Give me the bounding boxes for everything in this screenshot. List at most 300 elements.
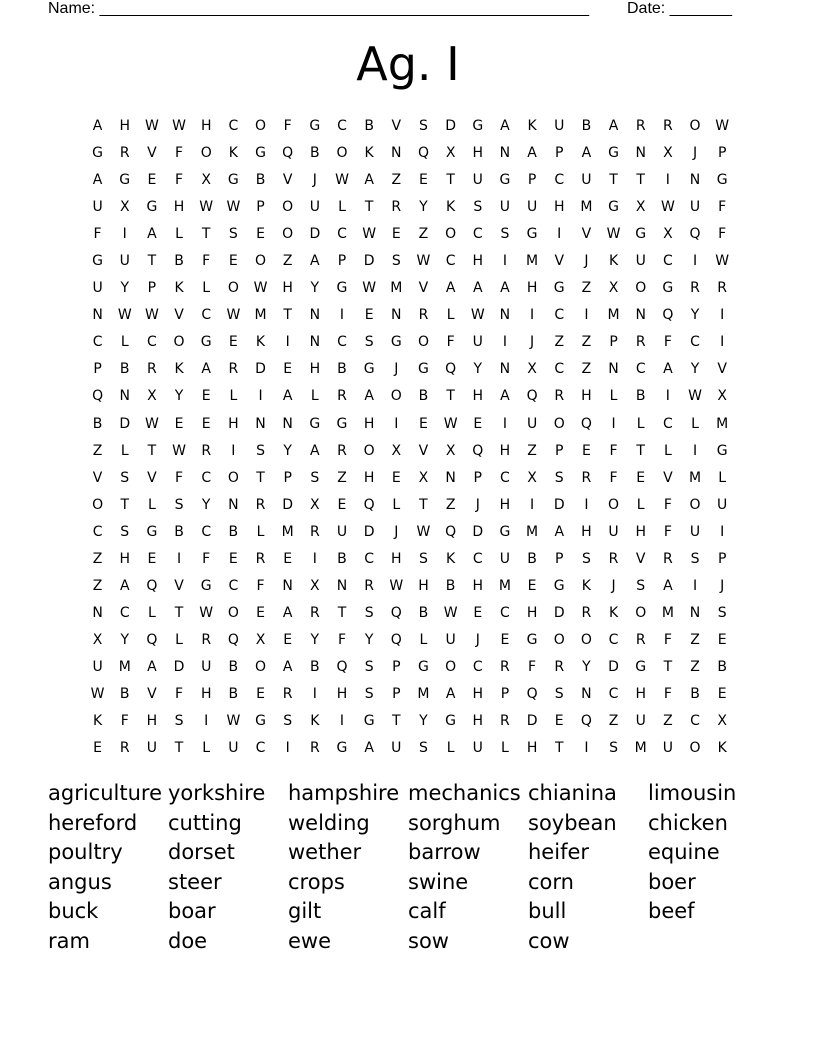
grid-letter: G bbox=[255, 713, 266, 730]
grid-letter: W bbox=[226, 199, 241, 216]
grid-letter: J bbox=[312, 172, 317, 189]
grid-letter: W bbox=[416, 253, 431, 270]
grid-letter: E bbox=[473, 415, 483, 432]
grid-letter: A bbox=[282, 604, 293, 621]
grid-letter: Q bbox=[336, 658, 348, 675]
grid-letter: K bbox=[717, 740, 727, 757]
grid-letter: I bbox=[312, 550, 317, 567]
grid-letter: A bbox=[472, 280, 483, 297]
grid-letter: G bbox=[608, 199, 619, 216]
grid-letter: Y bbox=[473, 361, 483, 378]
grid-letter: P bbox=[392, 658, 401, 675]
grid-letter: X bbox=[418, 469, 429, 486]
grid-letter: E bbox=[419, 415, 428, 432]
grid-letter: A bbox=[500, 280, 510, 297]
grid-letter: V bbox=[418, 442, 429, 459]
grid-letter: J bbox=[394, 361, 399, 378]
grid-letter: Z bbox=[92, 550, 103, 567]
grid-letter: C bbox=[472, 658, 483, 675]
grid-letter: R bbox=[554, 658, 565, 675]
grid-letter: C bbox=[201, 469, 212, 486]
grid-letter: C bbox=[255, 740, 266, 757]
grid-letter: N bbox=[255, 415, 266, 432]
grid-letter: S bbox=[554, 685, 564, 702]
word-list-item: equine bbox=[648, 840, 720, 865]
grid-letter: M bbox=[526, 253, 539, 270]
grid-letter: H bbox=[553, 199, 565, 216]
grid-letter: I bbox=[611, 415, 616, 432]
grid-letter: O bbox=[282, 199, 294, 216]
grid-letter: B bbox=[527, 550, 537, 567]
grid-letter: S bbox=[554, 469, 564, 486]
grid-letter: L bbox=[419, 631, 428, 648]
grid-letter: O bbox=[445, 658, 457, 675]
grid-row bbox=[84, 735, 736, 762]
grid-letter: L bbox=[718, 469, 727, 486]
grid-letter: F bbox=[256, 577, 265, 594]
grid-letter: W bbox=[443, 604, 458, 621]
grid-letter: R bbox=[391, 199, 402, 216]
grid-letter: M bbox=[254, 307, 267, 324]
grid-letter: I bbox=[692, 577, 698, 594]
grid-letter: G bbox=[418, 658, 429, 675]
grid-letter: T bbox=[663, 658, 673, 675]
grid-letter: E bbox=[554, 713, 564, 730]
grid-letter: X bbox=[201, 172, 211, 189]
grid-letter: L bbox=[175, 226, 183, 243]
grid-letter: I bbox=[502, 415, 507, 432]
grid-letter: R bbox=[309, 740, 320, 757]
word-list bbox=[48, 779, 768, 957]
grid-letter: R bbox=[717, 280, 728, 297]
grid-letter: E bbox=[391, 226, 401, 243]
grid-letter: Z bbox=[608, 713, 619, 730]
grid-letter: M bbox=[118, 658, 131, 675]
grid-letter: B bbox=[690, 685, 700, 702]
grid-letter: V bbox=[174, 577, 184, 594]
word-list-item: steer bbox=[168, 869, 222, 894]
grid-letter: Z bbox=[337, 469, 347, 486]
grid-letter: W bbox=[199, 199, 214, 216]
grid-letter: N bbox=[608, 361, 619, 378]
grid-letter: H bbox=[526, 740, 538, 757]
grid-letter: W bbox=[226, 307, 241, 324]
word-list-item: barrow bbox=[408, 840, 481, 865]
grid-letter: G bbox=[146, 199, 158, 216]
grid-letter: P bbox=[609, 334, 618, 351]
grid-letter: X bbox=[635, 199, 646, 216]
word-list-item: boar bbox=[168, 899, 216, 924]
grid-letter: F bbox=[663, 334, 672, 351]
grid-letter: E bbox=[527, 577, 537, 594]
grid-letter: C bbox=[337, 118, 347, 134]
word-list-item: soybean bbox=[528, 810, 617, 835]
grid-letter: P bbox=[500, 685, 510, 702]
grid-letter: Y bbox=[310, 631, 320, 648]
grid-letter: B bbox=[228, 685, 239, 702]
grid-letter: O bbox=[608, 496, 620, 513]
grid-letter: J bbox=[530, 334, 535, 351]
grid-letter: I bbox=[530, 307, 535, 324]
grid-letter: J bbox=[475, 631, 480, 648]
grid-letter: H bbox=[472, 685, 484, 702]
grid-letter: A bbox=[310, 253, 320, 270]
grid-letter: N bbox=[309, 334, 321, 351]
grid-letter: M bbox=[661, 604, 674, 621]
grid-letter: H bbox=[499, 442, 511, 459]
grid-letter: W bbox=[90, 685, 105, 702]
grid-letter: D bbox=[363, 523, 375, 540]
grid-letter: X bbox=[391, 442, 402, 459]
grid-letter: R bbox=[364, 577, 374, 594]
grid-letter: A bbox=[147, 226, 157, 243]
grid-row bbox=[84, 275, 736, 302]
grid-letter: X bbox=[663, 145, 673, 162]
grid-letter: A bbox=[663, 577, 673, 594]
grid-letter: R bbox=[635, 631, 646, 648]
grid-letter: K bbox=[228, 145, 238, 162]
grid-letter: C bbox=[92, 523, 103, 540]
grid-letter: M bbox=[526, 523, 539, 540]
grid-letter: V bbox=[92, 469, 103, 486]
grid-row bbox=[84, 465, 736, 492]
grid-letter: W bbox=[470, 307, 485, 324]
grid-letter: O bbox=[92, 496, 104, 513]
grid-letter: Y bbox=[582, 658, 591, 675]
grid-letter: I bbox=[584, 307, 589, 324]
grid-letter: D bbox=[445, 118, 456, 134]
grid-letter: U bbox=[581, 172, 592, 189]
grid-letter: H bbox=[282, 280, 293, 297]
grid-letter: Z bbox=[92, 442, 103, 459]
grid-letter: P bbox=[555, 442, 564, 459]
grid-letter: O bbox=[390, 388, 402, 405]
grid-letter: I bbox=[312, 685, 317, 702]
grid-letter: V bbox=[663, 469, 673, 486]
grid-letter: X bbox=[527, 361, 537, 378]
grid-letter: Y bbox=[364, 631, 374, 648]
grid-letter: D bbox=[608, 658, 619, 675]
grid-letter: K bbox=[446, 199, 456, 216]
grid-row bbox=[84, 113, 736, 140]
grid-letter: M bbox=[281, 523, 294, 540]
grid-letter: R bbox=[337, 388, 347, 405]
grid-letter: T bbox=[174, 604, 184, 621]
grid-letter: I bbox=[339, 713, 345, 730]
grid-letter: Y bbox=[310, 280, 320, 297]
grid-letter: X bbox=[445, 145, 456, 162]
grid-letter: K bbox=[608, 604, 619, 621]
grid-letter: T bbox=[636, 442, 645, 459]
grid-letter: S bbox=[500, 226, 510, 243]
grid-letter: R bbox=[635, 118, 646, 134]
grid-letter: R bbox=[581, 604, 592, 621]
grid-letter: I bbox=[720, 334, 725, 351]
grid-letter: A bbox=[554, 523, 565, 540]
grid-letter: E bbox=[228, 334, 238, 351]
grid-letter: H bbox=[581, 388, 592, 405]
grid-letter: W bbox=[144, 118, 159, 134]
grid-letter: S bbox=[174, 713, 184, 730]
grid-letter: G bbox=[309, 415, 321, 432]
grid-letter: O bbox=[173, 334, 185, 351]
grid-letter: Q bbox=[390, 631, 402, 648]
grid-letter: F bbox=[202, 550, 211, 567]
grid-letter: S bbox=[419, 550, 428, 567]
grid-letter: G bbox=[526, 631, 538, 648]
word-list-item: bull bbox=[528, 899, 567, 924]
grid-letter: H bbox=[391, 550, 402, 567]
grid-letter: C bbox=[500, 469, 510, 486]
grid-letter: N bbox=[499, 361, 511, 378]
grid-letter: U bbox=[554, 118, 565, 134]
grid-letter: B bbox=[119, 685, 130, 702]
grid-letter: U bbox=[92, 280, 103, 297]
grid-letter: R bbox=[147, 361, 157, 378]
grid-letter: W bbox=[172, 118, 186, 134]
grid-letter: C bbox=[662, 253, 673, 270]
word-list-item: beef bbox=[648, 899, 695, 924]
grid-row bbox=[84, 546, 736, 573]
grid-letter: Z bbox=[690, 631, 700, 648]
grid-letter: C bbox=[472, 226, 483, 243]
grid-letter: G bbox=[553, 280, 565, 297]
grid-letter: O bbox=[227, 469, 239, 486]
grid-letter: H bbox=[526, 604, 538, 621]
grid-letter: U bbox=[472, 334, 483, 351]
grid-letter: S bbox=[174, 496, 184, 513]
grid-letter: J bbox=[394, 523, 399, 540]
grid-letter: N bbox=[445, 469, 456, 486]
grid-letter: R bbox=[662, 550, 673, 567]
grid-letter: E bbox=[283, 631, 293, 648]
grid-letter: G bbox=[146, 523, 158, 540]
grid-letter: K bbox=[174, 361, 184, 378]
grid-letter: G bbox=[499, 172, 511, 189]
grid-letter: W bbox=[144, 415, 159, 432]
grid-letter: X bbox=[717, 713, 727, 730]
grid-letter: X bbox=[310, 577, 320, 594]
grid-letter: U bbox=[472, 740, 483, 757]
grid-letter: B bbox=[174, 523, 184, 540]
grid-letter: C bbox=[608, 685, 619, 702]
grid-letter: L bbox=[392, 496, 401, 513]
grid-letter: D bbox=[173, 658, 185, 675]
grid-letter: Y bbox=[419, 199, 428, 216]
grid-letter: Q bbox=[92, 388, 104, 405]
grid-letter: N bbox=[92, 604, 103, 621]
grid-letter: G bbox=[336, 740, 348, 757]
grid-letter: U bbox=[336, 523, 348, 540]
grid-letter: H bbox=[472, 388, 484, 405]
grid-letter: R bbox=[690, 280, 700, 297]
grid-letter: N bbox=[391, 307, 402, 324]
grid-letter: P bbox=[147, 280, 157, 297]
grid-letter: I bbox=[692, 253, 698, 270]
grid-letter: L bbox=[446, 307, 455, 324]
grid-letter: N bbox=[635, 145, 646, 162]
word-list-item: limousin bbox=[648, 781, 737, 805]
grid-letter: G bbox=[92, 145, 103, 162]
grid-letter: D bbox=[119, 415, 131, 432]
grid-letter: A bbox=[445, 685, 456, 702]
grid-letter: Y bbox=[283, 442, 292, 459]
grid-letter: F bbox=[718, 199, 727, 216]
grid-letter: E bbox=[283, 550, 293, 567]
grid-letter: H bbox=[635, 523, 646, 540]
grid-letter: A bbox=[147, 658, 157, 675]
grid-letter: M bbox=[498, 577, 511, 594]
grid-letter: H bbox=[472, 577, 484, 594]
grid-letter: R bbox=[255, 496, 266, 513]
grid-letter: G bbox=[200, 577, 212, 594]
letter-grid bbox=[84, 113, 736, 762]
grid-letter: L bbox=[147, 496, 156, 513]
grid-letter: E bbox=[717, 685, 727, 702]
grid-letter: N bbox=[92, 307, 103, 324]
grid-letter: K bbox=[174, 280, 184, 297]
grid-row bbox=[84, 329, 736, 356]
grid-letter: Z bbox=[445, 496, 456, 513]
grid-row bbox=[84, 411, 736, 438]
grid-letter: H bbox=[526, 280, 538, 297]
grid-letter: F bbox=[528, 658, 537, 675]
grid-letter: E bbox=[228, 550, 238, 567]
grid-letter: M bbox=[390, 280, 403, 297]
grid-letter: R bbox=[201, 631, 212, 648]
grid-row bbox=[84, 708, 736, 735]
grid-letter: H bbox=[200, 118, 212, 134]
grid-letter: B bbox=[337, 361, 347, 378]
grid-letter: N bbox=[391, 145, 402, 162]
grid-letter: W bbox=[660, 199, 675, 216]
grid-letter: B bbox=[310, 658, 320, 675]
name-field-label: Name: _______________________________________________________ bbox=[48, 0, 589, 17]
grid-letter: Q bbox=[390, 604, 402, 621]
grid-letter: C bbox=[228, 118, 239, 134]
grid-letter: N bbox=[119, 388, 130, 405]
grid-letter: A bbox=[500, 388, 510, 405]
grid-letter: N bbox=[282, 415, 293, 432]
grid-row bbox=[84, 519, 736, 546]
grid-letter: X bbox=[255, 631, 266, 648]
grid-letter: L bbox=[120, 334, 129, 351]
grid-letter: L bbox=[636, 415, 645, 432]
grid-letter: A bbox=[282, 388, 293, 405]
grid-letter: M bbox=[580, 199, 593, 216]
grid-letter: B bbox=[635, 388, 646, 405]
grid-letter: A bbox=[445, 280, 456, 297]
grid-letter: I bbox=[584, 740, 589, 757]
grid-letter: R bbox=[337, 442, 347, 459]
grid-letter: X bbox=[445, 442, 456, 459]
grid-letter: M bbox=[417, 685, 430, 702]
grid-letter: Z bbox=[418, 226, 429, 243]
grid-letter: C bbox=[690, 334, 700, 351]
grid-letter: M bbox=[607, 307, 620, 324]
grid-letter: G bbox=[499, 523, 511, 540]
grid-letter: G bbox=[119, 172, 131, 189]
grid-letter: N bbox=[689, 172, 701, 189]
grid-letter: P bbox=[555, 145, 564, 162]
grid-letter: T bbox=[419, 496, 428, 513]
word-list-item: wether bbox=[288, 840, 362, 865]
grid-letter: S bbox=[364, 658, 374, 675]
grid-letter: A bbox=[663, 361, 673, 378]
grid-letter: H bbox=[472, 253, 484, 270]
grid-letter: W bbox=[416, 523, 431, 540]
grid-letter: Y bbox=[120, 280, 130, 297]
grid-letter: Y bbox=[690, 361, 700, 378]
grid-letter: O bbox=[445, 226, 457, 243]
grid-letter: S bbox=[256, 442, 265, 459]
grid-letter: A bbox=[119, 577, 130, 594]
grid-letter: O bbox=[255, 253, 267, 270]
grid-letter: A bbox=[310, 442, 320, 459]
grid-letter: O bbox=[553, 631, 565, 648]
grid-letter: H bbox=[635, 685, 646, 702]
grid-letter: K bbox=[446, 550, 456, 567]
grid-letter: E bbox=[147, 550, 157, 567]
grid-letter: L bbox=[636, 496, 645, 513]
grid-letter: T bbox=[446, 388, 455, 405]
grid-letter: B bbox=[228, 523, 239, 540]
grid-letter: V bbox=[418, 280, 429, 297]
grid-letter: X bbox=[527, 469, 537, 486]
grid-letter: F bbox=[93, 226, 102, 243]
grid-letter: V bbox=[147, 685, 157, 702]
grid-letter: D bbox=[255, 361, 266, 378]
grid-letter: T bbox=[554, 740, 564, 757]
grid-letter: U bbox=[472, 172, 483, 189]
grid-letter: E bbox=[256, 685, 265, 702]
grid-row bbox=[84, 627, 736, 654]
grid-letter: U bbox=[689, 199, 701, 216]
grid-letter: C bbox=[337, 334, 347, 351]
grid-letter: U bbox=[635, 253, 646, 270]
grid-letter: B bbox=[581, 118, 592, 134]
grid-letter: O bbox=[635, 604, 647, 621]
grid-letter: O bbox=[227, 280, 239, 297]
grid-letter: O bbox=[336, 145, 348, 162]
grid-letter: S bbox=[419, 740, 428, 757]
grid-letter: W bbox=[715, 118, 730, 134]
grid-letter: C bbox=[635, 361, 646, 378]
grid-letter: L bbox=[691, 415, 699, 432]
grid-letter: K bbox=[310, 713, 320, 730]
grid-letter: C bbox=[228, 577, 239, 594]
grid-letter: X bbox=[147, 388, 157, 405]
grid-letter: P bbox=[256, 199, 265, 216]
grid-letter: H bbox=[173, 199, 185, 216]
grid-letter: Z bbox=[663, 713, 673, 730]
grid-letter: G bbox=[635, 658, 647, 675]
grid-letter: Z bbox=[282, 253, 293, 270]
grid-letter: C bbox=[554, 307, 565, 324]
grid-letter: U bbox=[92, 658, 103, 675]
grid-letter: G bbox=[92, 253, 103, 270]
grid-letter: S bbox=[364, 685, 374, 702]
grid-letter: J bbox=[611, 577, 616, 594]
grid-letter: T bbox=[201, 226, 211, 243]
grid-letter: E bbox=[256, 226, 265, 243]
page-title: Ag. I bbox=[356, 37, 460, 91]
grid-letter: H bbox=[309, 361, 321, 378]
grid-letter: B bbox=[364, 118, 374, 134]
word-list-item: corn bbox=[528, 869, 574, 894]
grid-letter: A bbox=[364, 172, 374, 189]
grid-letter: E bbox=[636, 469, 646, 486]
